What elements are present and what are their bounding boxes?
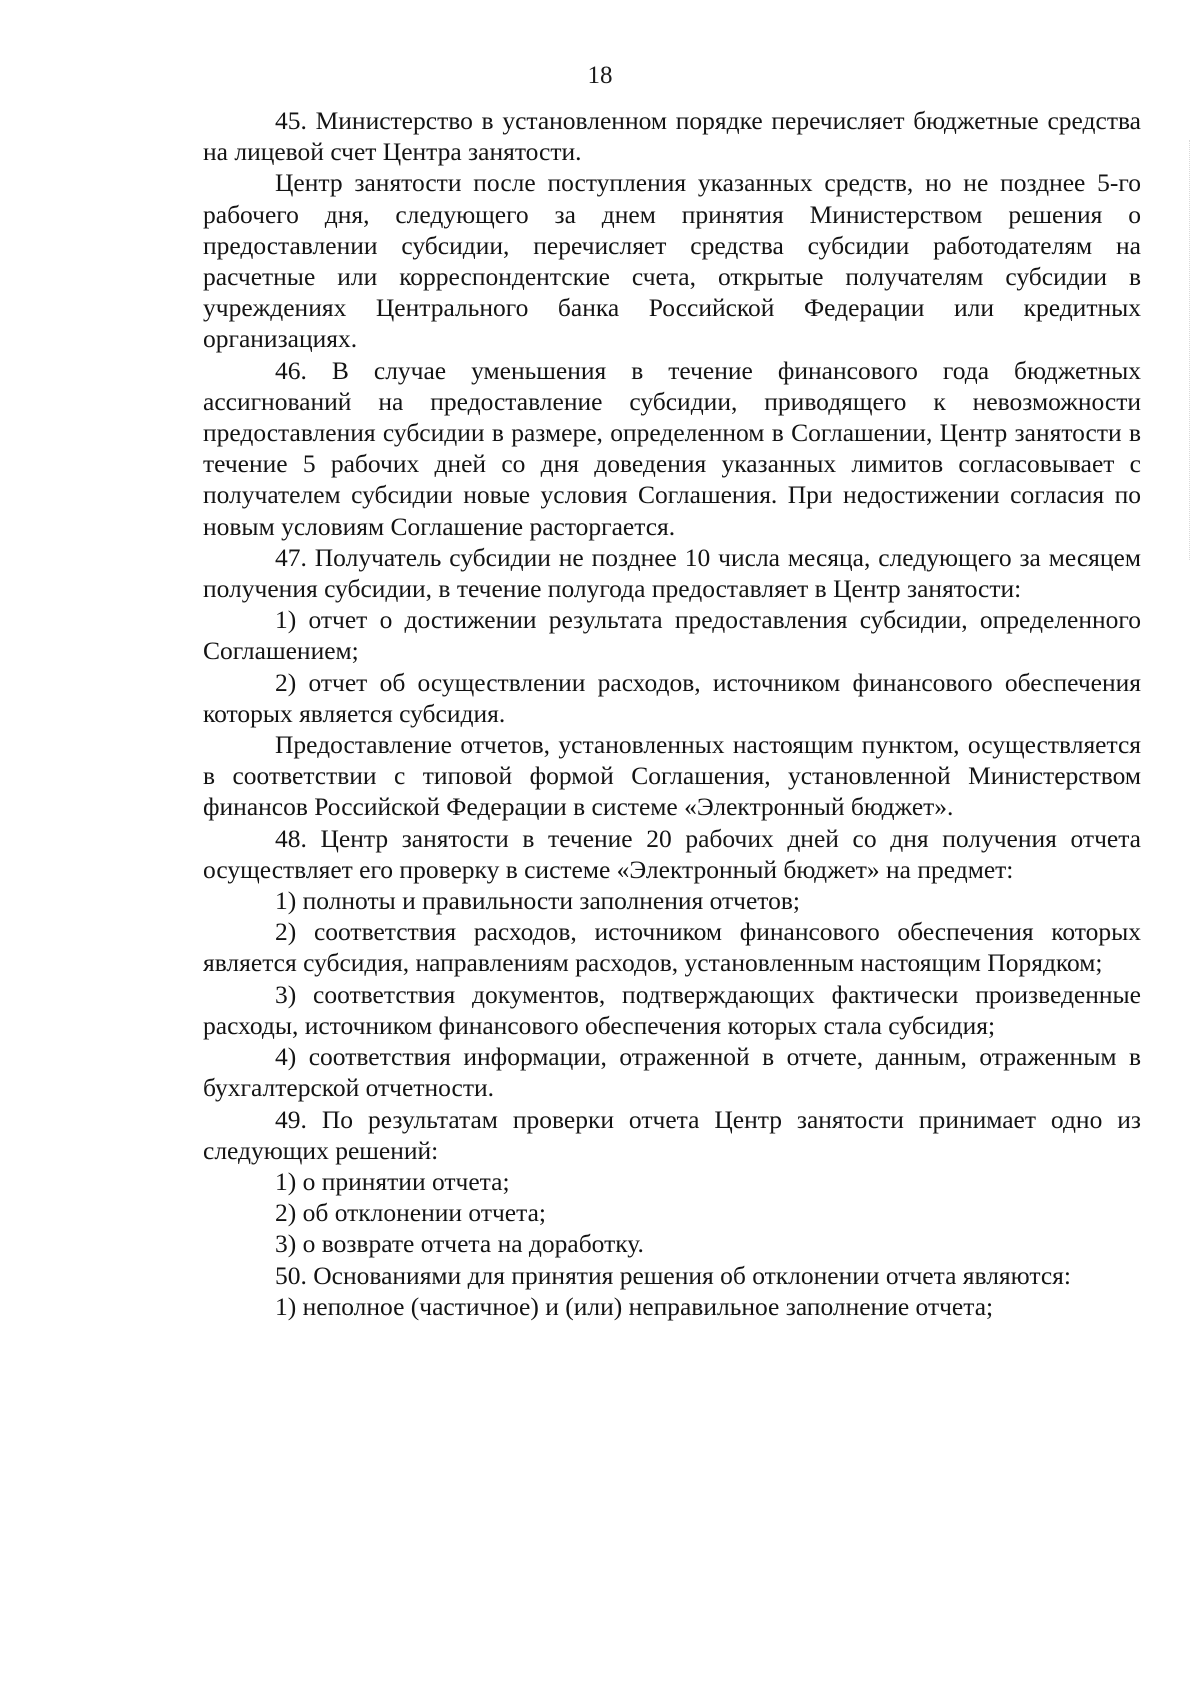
paragraph-47-item-2: 2) отчет об осуществлении расходов, источником финансового обеспечения которых является субсидия. <box>203 667 1141 728</box>
paragraph-48-item-2: 2) соответствия расходов, источником финансового обеспечения которых является субсидия, направлениям расходов, установленным настоящим Порядком; <box>203 917 1141 978</box>
paragraph-49-item-3: 3) о возврате отчета на доработку. <box>275 1229 644 1259</box>
paragraph-45: 45. Министерство в установленном порядке перечисляет бюджетные средства на лицевой счет Центра занятости. <box>203 106 1141 167</box>
document-body <box>203 105 1141 1322</box>
paragraph-47-item-1: 1) отчет о достижении результата предоставления субсидии, определенного Соглашением; <box>203 605 1141 666</box>
paragraph-46: 46. В случае уменьшения в течение финансового года бюджетных ассигнований на предоставление субсидии, приводящего к невозможности предоставления субсидии в размере, определенном в Соглашении, Центр занятости в течение 5 рабочих дней со дня доведения указанных лимитов согласовывает с получателем субсидии новые условия Соглашения. При недостижении согласия по новым условиям Соглашение расторгается. <box>203 355 1141 541</box>
paragraph-50: 50. Основаниями для принятия решения об отклонении отчета являются: <box>275 1260 1071 1290</box>
paragraph-48: 48. Центр занятости в течение 20 рабочих дней со дня получения отчета осуществляет его проверку в системе «Электронный бюджет» на предмет: <box>203 823 1141 884</box>
paragraph-49-item-1: 1) о принятии отчета; <box>275 1166 510 1196</box>
paragraph-48-item-4: 4) соответствия информации, отраженной в отчете, данным, отраженным в бухгалтерской отчетности. <box>203 1042 1141 1103</box>
paragraph-48-item-1: 1) полноты и правильности заполнения отчетов; <box>275 886 800 916</box>
paragraph-47-reports: Предоставление отчетов, установленных настоящим пунктом, осуществляется в соответствии с типовой формой Соглашения, установленной Министерством финансов Российской Федерации в системе «Электронный бюджет». <box>203 730 1141 822</box>
paragraph-49: 49. По результатам проверки отчета Центр занятости принимает одно из следующих решений: <box>203 1104 1141 1165</box>
scan-edge-mark <box>1189 140 1192 560</box>
paragraph-45-continuation: Центр занятости после поступления указанных средств, но не позднее 5-го рабочего дня, следующего за днем принятия Министерством решения о предоставлении субсидии, перечисляет средства субсидии работодателям на расчетные или корреспондентские счета, открытые получателям субсидии в учреждениях Центрального банка Российской Федерации или кредитных организациях. <box>203 168 1141 354</box>
paragraph-50-item-1: 1) неполное (частичное) и (или) неправильное заполнение отчета; <box>275 1291 994 1321</box>
page-number: 18 <box>587 62 613 89</box>
paragraph-47: 47. Получатель субсидии не позднее 10 числа месяца, следующего за месяцем получения субсидии, в течение полугода предоставляет в Центр занятости: <box>203 542 1141 604</box>
paragraph-49-item-2: 2) об отклонении отчета; <box>275 1198 546 1228</box>
paragraph-48-item-3: 3) соответствия документов, подтверждающих фактически произведенные расходы, источником финансового обеспечения которых стала субсидия; <box>203 979 1141 1040</box>
